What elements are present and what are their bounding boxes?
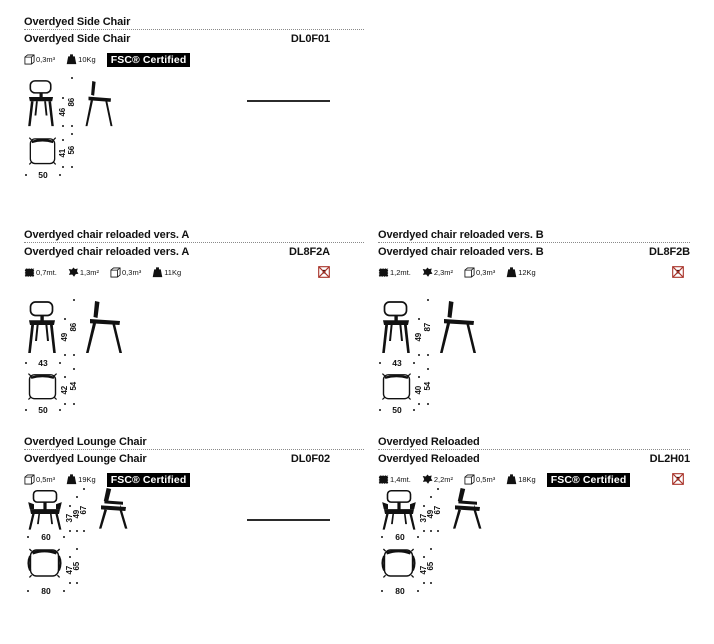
spec-value: 1,3m² [79, 268, 100, 277]
spec-value: 2,3m² [433, 268, 454, 277]
dimension-value: 60 [395, 531, 405, 542]
chair-front-view [28, 301, 56, 354]
name-code-row [378, 453, 690, 465]
technical-drawings [24, 488, 364, 600]
dimension-seat-depth [60, 376, 69, 405]
spec-value: 1,4mt. [390, 475, 411, 484]
carton-box-icon [24, 54, 35, 65]
crossed-restriction-icon [672, 266, 684, 278]
spec-value: 10Kg [78, 55, 96, 64]
dimension-value: 86 [69, 323, 78, 332]
horizontal-rule [247, 100, 330, 102]
chair-top-view [28, 135, 57, 166]
spec-value: 0,3m³ [476, 268, 496, 277]
dimension-total-height [69, 299, 78, 356]
spec-fabric-meters [24, 267, 57, 278]
dimension-width [27, 586, 65, 595]
dimension-total-height [423, 299, 432, 356]
dimension-value: 67 [79, 505, 88, 515]
product-section-overdyed-side-chair [24, 16, 364, 211]
dimension-value: 50 [392, 404, 402, 415]
dimension-value: 54 [423, 382, 432, 391]
fsc-certified-badge: FSC® Certified [547, 473, 631, 487]
dotted-divider [378, 242, 690, 243]
chair-side-view [84, 81, 114, 127]
name-code-row [24, 246, 364, 258]
chair-top-view [27, 371, 58, 401]
spec-value: 0,3m³ [36, 55, 56, 64]
product-heading: Overdyed Reloaded [378, 436, 480, 448]
dimension-value: 37 [65, 514, 74, 523]
armchair-front-view [27, 490, 63, 530]
product-heading: Overdyed Side Chair [24, 16, 131, 28]
spec-value: 18Kg [518, 475, 536, 484]
spec-weight [66, 474, 96, 485]
spec-carton-volume [24, 54, 55, 65]
technical-drawings [24, 297, 364, 421]
spec-value: 1,2mt. [390, 268, 411, 277]
armchair-side-view [96, 488, 130, 529]
dimension-total-depth [67, 133, 76, 168]
chair-side-view [84, 301, 124, 354]
dimension-front-width [27, 532, 65, 541]
spec-row [378, 472, 690, 487]
spec-row [378, 265, 690, 280]
product-name: Overdyed chair reloaded vers. A [24, 246, 190, 258]
dimension-total-depth [72, 548, 81, 584]
crossed-restriction-icon [318, 266, 330, 278]
chair-front-view [28, 80, 54, 127]
dimension-value: 65 [72, 561, 81, 571]
fsc-certified-badge: FSC® Certified [107, 473, 191, 487]
dotted-divider [378, 449, 690, 450]
dimension-value: 67 [433, 505, 442, 515]
product-heading: Overdyed chair reloaded vers. B [378, 229, 544, 241]
product-code: DL0F01 [290, 33, 330, 45]
armchair-top-view [380, 546, 417, 579]
dimension-value: 86 [67, 97, 76, 107]
dimension-width [381, 586, 419, 595]
spec-weight [506, 267, 536, 278]
product-section-overdyed-lounge-chair [24, 436, 364, 606]
dimension-value: 47 [65, 565, 74, 575]
armchair-side-view [450, 488, 484, 529]
dimension-value: 47 [419, 565, 428, 575]
product-name: Overdyed chair reloaded vers. B [378, 246, 544, 258]
dimension-value: 50 [38, 169, 48, 180]
technical-drawings [378, 488, 690, 600]
dimension-value: 43 [392, 357, 402, 368]
spec-carton-volume [110, 267, 141, 278]
dimension-value: 56 [67, 146, 76, 155]
carton-box-icon [464, 267, 475, 278]
dimension-value: 46 [58, 107, 67, 117]
crossed-restriction-icon [672, 473, 684, 485]
dimension-width [379, 405, 415, 414]
spec-leather-area [422, 474, 453, 485]
dotted-divider [24, 29, 364, 30]
spec-leather-area [422, 267, 453, 278]
product-name: Overdyed Side Chair [24, 33, 131, 45]
dimension-seat-depth [58, 139, 67, 168]
carton-box-icon [24, 474, 35, 485]
product-heading: Overdyed Lounge Chair [24, 436, 147, 448]
spec-weight [152, 267, 181, 278]
spec-weight [66, 54, 96, 65]
product-code: DL8F2B [649, 246, 690, 258]
dimension-width [25, 405, 61, 414]
spec-value: 11Kg [164, 268, 182, 277]
product-section-overdyed-chair-reloaded-b [378, 229, 690, 421]
spec-value: 12Kg [518, 268, 536, 277]
dimension-value: 60 [41, 531, 51, 542]
dimension-value: 49 [414, 332, 423, 342]
dimension-value: 42 [60, 386, 69, 395]
horizontal-rule [247, 519, 330, 521]
spec-fabric-meters [378, 474, 411, 485]
dimension-value: 65 [426, 561, 435, 571]
spec-carton-volume [464, 474, 495, 485]
weight-icon [66, 474, 77, 485]
technical-drawings [24, 76, 364, 201]
product-code: DL2H01 [649, 453, 690, 465]
fsc-certified-badge: FSC® Certified [107, 53, 191, 67]
weight-icon [66, 54, 77, 65]
product-name: Overdyed Lounge Chair [24, 453, 147, 465]
dimension-seat-depth [414, 376, 423, 405]
spec-value: 0,3m³ [122, 268, 142, 277]
dimension-value: 37 [419, 514, 428, 523]
product-heading: Overdyed chair reloaded vers. A [24, 229, 190, 241]
dimension-value: 40 [414, 386, 423, 395]
spec-leather-area [68, 267, 99, 278]
leather-hide-icon [68, 267, 79, 278]
product-section-overdyed-reloaded [378, 436, 690, 606]
spec-row [24, 472, 364, 487]
dimension-value: 49 [60, 332, 69, 342]
leather-hide-icon [422, 267, 433, 278]
fabric-icon [378, 474, 389, 485]
dimension-total-height [433, 488, 442, 532]
dimension-total-depth [426, 548, 435, 584]
armchair-front-view [381, 490, 417, 530]
dimension-front-width [25, 358, 61, 367]
spec-value: 0,7mt. [36, 268, 57, 277]
spec-carton-volume [464, 267, 495, 278]
spec-row [24, 265, 364, 280]
product-code: DL0F02 [290, 453, 330, 465]
dimension-total-depth [423, 368, 432, 405]
dimension-front-width [381, 532, 419, 541]
fabric-icon [378, 267, 389, 278]
chair-front-view [382, 301, 410, 354]
dimension-seat-height [414, 318, 423, 356]
spec-row [24, 52, 364, 67]
spec-value: 0,5m³ [36, 475, 56, 484]
dimension-front-width [379, 358, 415, 367]
dimension-total-height [79, 488, 88, 532]
dotted-divider [24, 242, 364, 243]
dimension-seat-height [60, 318, 69, 356]
spec-carton-volume [24, 474, 55, 485]
fabric-icon [24, 267, 35, 278]
name-code-row [24, 33, 364, 45]
technical-drawings [378, 297, 690, 421]
dimension-total-depth [69, 368, 78, 405]
weight-icon [506, 267, 517, 278]
product-name: Overdyed Reloaded [378, 453, 480, 465]
name-code-row [378, 246, 690, 258]
spec-value: 19Kg [78, 475, 96, 484]
dimension-total-height [67, 77, 76, 127]
product-section-overdyed-chair-reloaded-a [24, 229, 364, 421]
spec-fabric-meters [378, 267, 411, 278]
weight-icon [506, 474, 517, 485]
dimension-value: 49 [72, 509, 81, 519]
dimension-value: 49 [426, 509, 435, 519]
dimension-width [25, 170, 61, 179]
dimension-value: 80 [395, 585, 405, 596]
dimension-value: 41 [58, 149, 67, 158]
carton-box-icon [464, 474, 475, 485]
dimension-value: 87 [423, 323, 432, 332]
chair-side-view [438, 301, 478, 354]
dimension-value: 80 [41, 585, 51, 596]
dotted-divider [24, 449, 364, 450]
product-code: DL8F2A [289, 246, 330, 258]
leather-hide-icon [422, 474, 433, 485]
dimension-seat-height [58, 97, 67, 127]
dimension-value: 54 [69, 382, 78, 391]
weight-icon [152, 267, 163, 278]
chair-top-view [381, 371, 412, 401]
dimension-value: 50 [38, 404, 48, 415]
dimension-value: 43 [38, 357, 48, 368]
armchair-top-view [26, 546, 63, 579]
carton-box-icon [110, 267, 121, 278]
spec-value: 0,5m³ [476, 475, 496, 484]
spec-weight [506, 474, 536, 485]
spec-value: 2,2m² [433, 475, 454, 484]
name-code-row [24, 453, 364, 465]
